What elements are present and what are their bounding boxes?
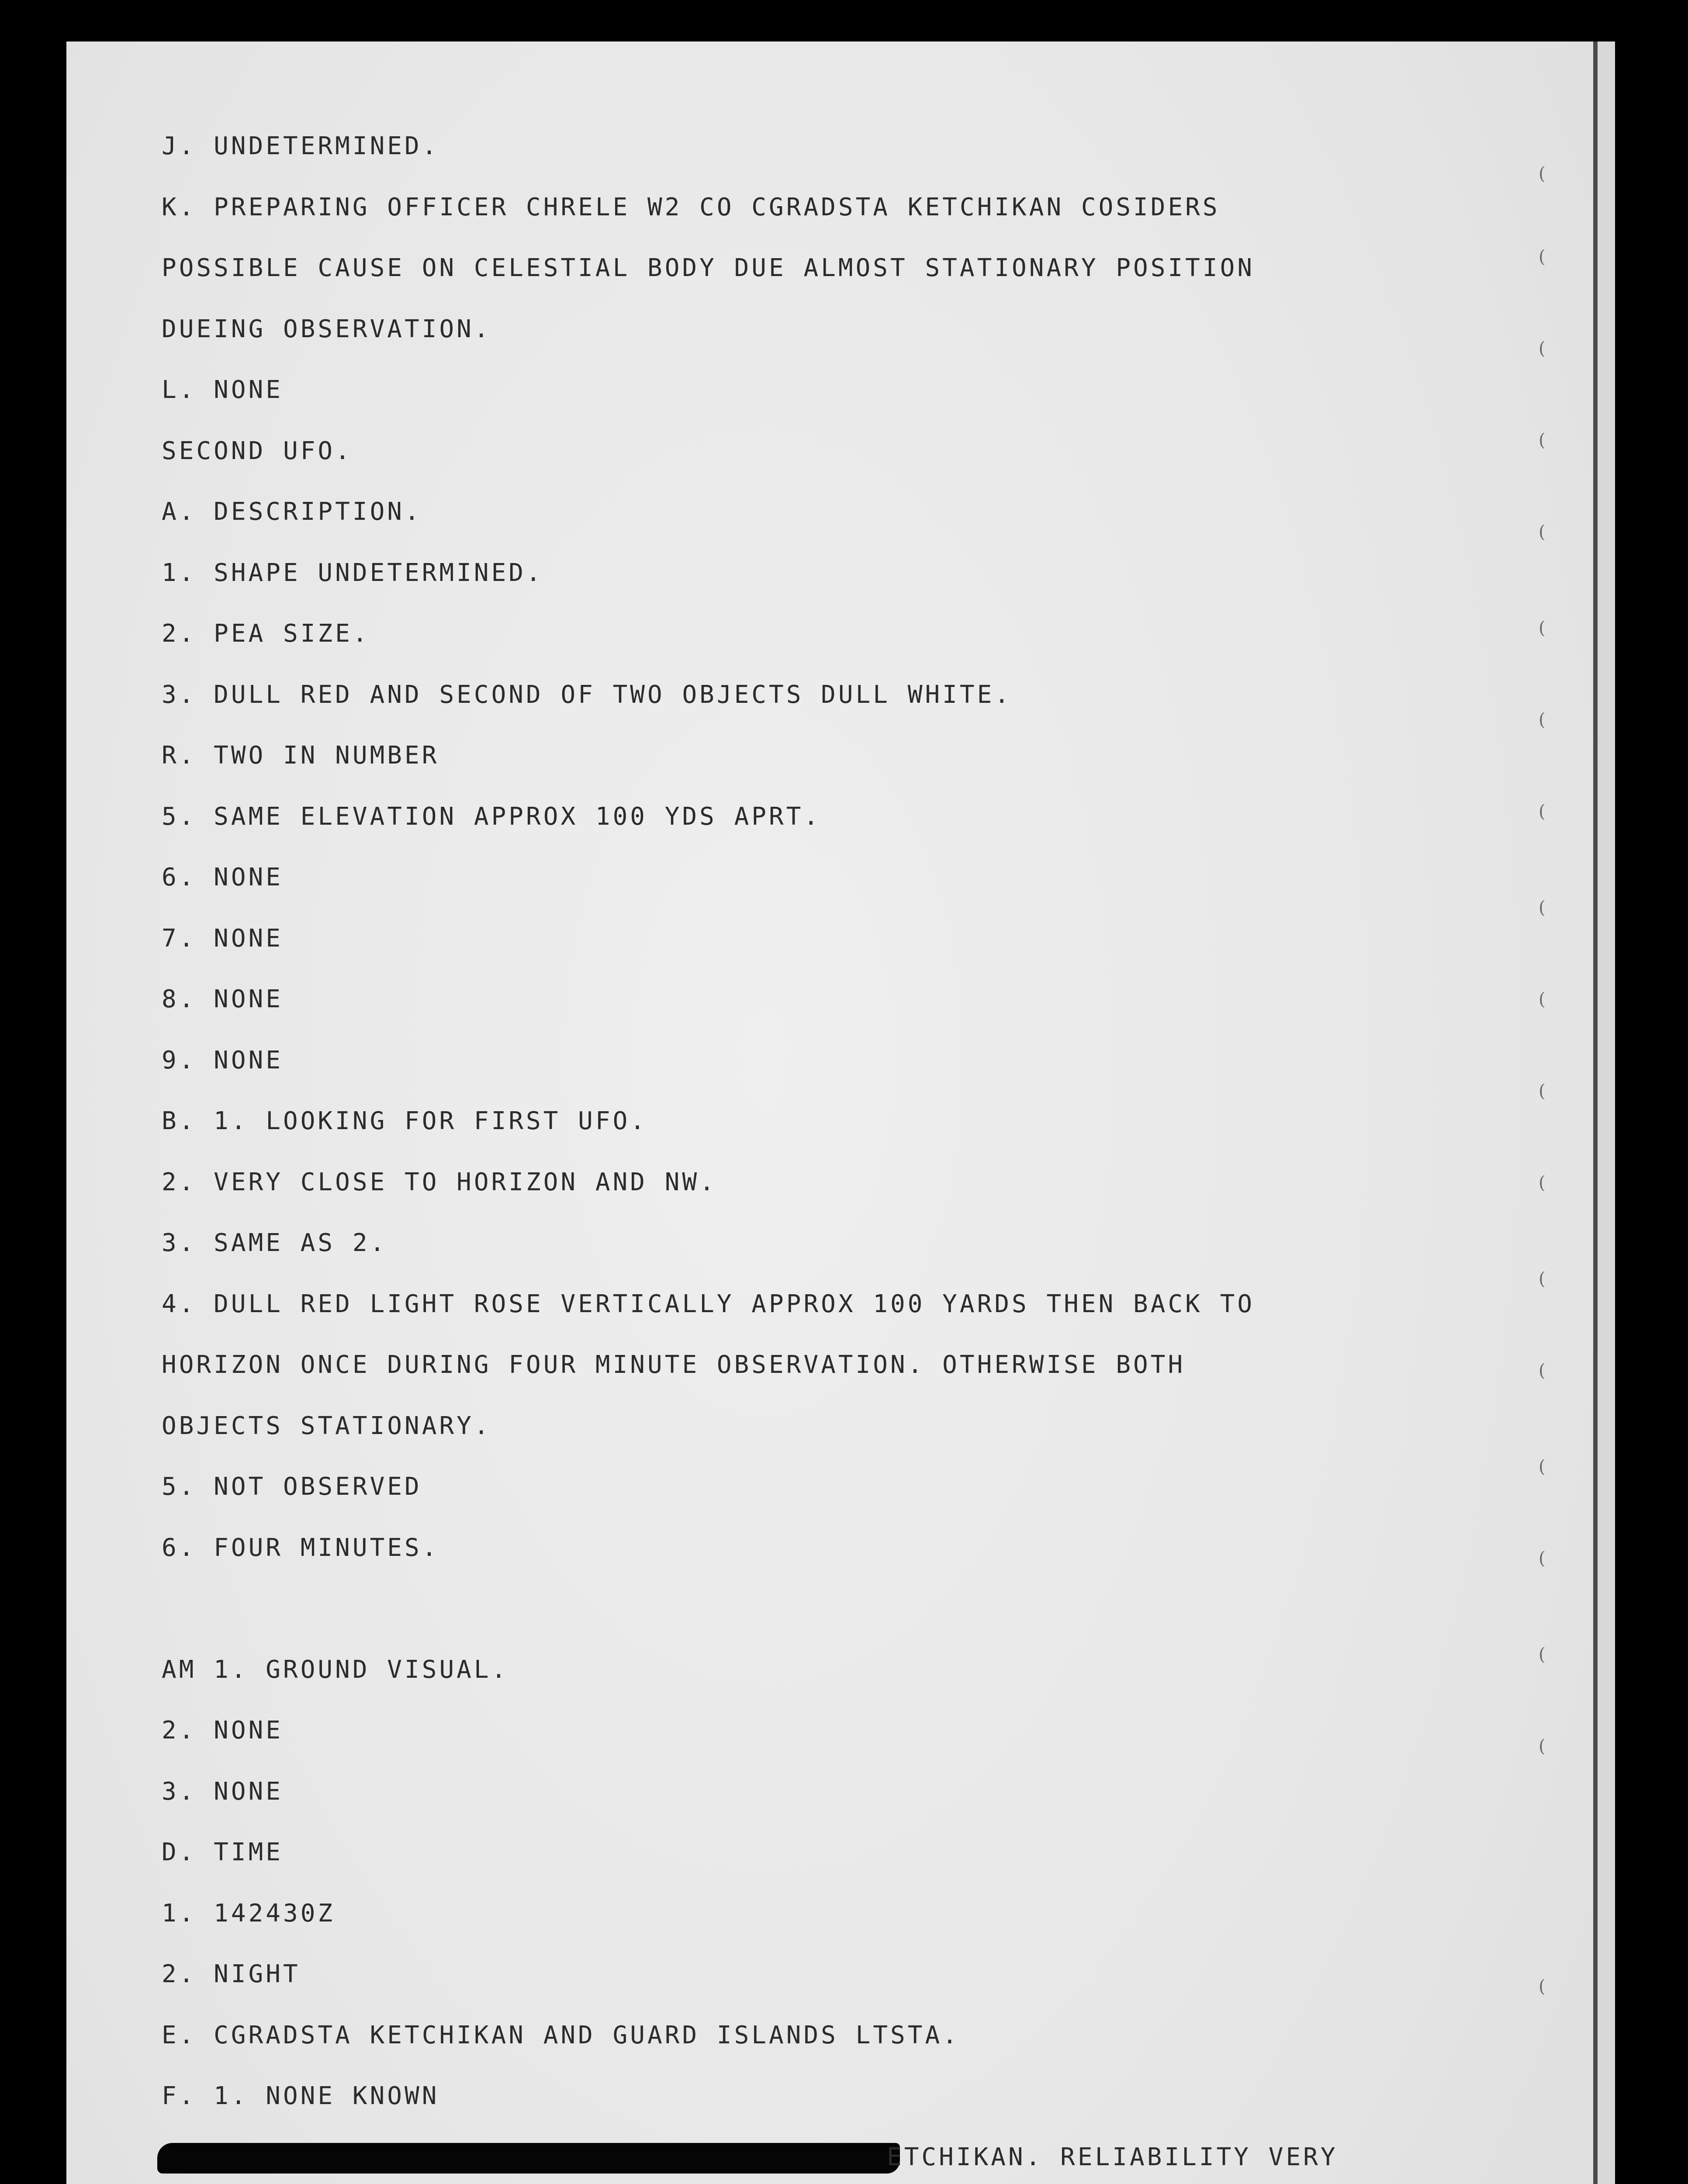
text-line: D. TIME [162, 1838, 284, 1866]
text-line: 3. SAME AS 2. [162, 1229, 387, 1257]
margin-mark: ( [1539, 430, 1546, 450]
text-line: 5. SAME ELEVATION APPROX 100 YDS APRT. [162, 802, 821, 831]
text-line: 4. DULL RED LIGHT ROSE VERTICALLY APPROX 100 YARDS THEN BACK TO [162, 1289, 1255, 1318]
text-line: 6. NONE [162, 863, 284, 892]
margin-mark: ( [1539, 989, 1546, 1009]
text-line: J. UNDETERMINED. [162, 132, 439, 160]
text-line: 1. 142430Z [162, 1899, 336, 1928]
text-line: R. TWO IN NUMBER [162, 741, 439, 770]
text-line: 2. NONE [162, 1716, 284, 1745]
text-line: OBJECTS STATIONARY. [162, 1411, 491, 1440]
margin-mark: ( [1539, 898, 1546, 918]
page-margin-strip [1598, 41, 1615, 2184]
margin-mark: ( [1539, 339, 1546, 359]
text-line: SECOND UFO. [162, 436, 353, 465]
margin-mark: ( [1539, 618, 1546, 638]
text-line: HORIZON ONCE DURING FOUR MINUTE OBSERVATION. OTHERWISE BOTH [162, 1351, 1186, 1379]
text-line: 2. NIGHT [162, 1960, 301, 1988]
text-line: F. 1. NONE KNOWN [162, 2082, 439, 2110]
text-line: B. 1. LOOKING FOR FIRST UFO. [162, 1107, 648, 1135]
text-line: 5. NOT OBSERVED [162, 1472, 422, 1501]
document-page [66, 41, 1615, 2184]
text-line: A. DESCRIPTION. [162, 498, 422, 526]
text-line: AM 1. GROUND VISUAL. [162, 1655, 509, 1684]
text-line: 2. VERY CLOSE TO HORIZON AND NW. [162, 1168, 717, 1196]
text-line: DUEING OBSERVATION. [162, 314, 491, 343]
redacted-line-tail: ETCHIKAN. RELIABILITY VERY [887, 2143, 1338, 2171]
margin-mark: ( [1539, 1081, 1546, 1101]
redacted-line [162, 2127, 1560, 2184]
text-line: E. CGRADSTA KETCHIKAN AND GUARD ISLANDS LTSTA. [162, 2021, 960, 2049]
text-line: K. PREPARING OFFICER CHRELE W2 CO CGRADSTA KETCHIKAN COSIDERS [162, 193, 1220, 221]
margin-mark: ( [1539, 1645, 1546, 1665]
text-line: 2. PEA SIZE. [162, 619, 370, 648]
text-line: 9. NONE [162, 1046, 284, 1075]
margin-mark: ( [1539, 164, 1546, 184]
page-edge-shadow [1593, 41, 1598, 2184]
margin-mark: ( [1539, 1361, 1546, 1381]
margin-mark: ( [1539, 1977, 1546, 1997]
text-line: 1. SHAPE UNDETERMINED. [162, 558, 543, 587]
margin-mark: ( [1539, 1457, 1546, 1477]
text-line: 3. DULL RED AND SECOND OF TWO OBJECTS DULL WHITE. [162, 680, 1012, 709]
margin-mark: ( [1539, 247, 1546, 267]
margin-mark: ( [1539, 802, 1546, 822]
redaction-bar [157, 2143, 900, 2174]
margin-mark: ( [1539, 1548, 1546, 1569]
margin-mark: ( [1539, 522, 1546, 542]
text-line: L. NONE [162, 376, 284, 404]
text-line: 7. NONE [162, 924, 284, 953]
text-line: 6. FOUR MINUTES. [162, 1533, 439, 1562]
margin-mark: ( [1539, 1736, 1546, 1756]
typed-report-text [162, 116, 1560, 2184]
text-line: 8. NONE [162, 985, 284, 1013]
blank-line [162, 1578, 1560, 1639]
text-line: 3. NONE [162, 1777, 284, 1806]
text-line: POSSIBLE CAUSE ON CELESTIAL BODY DUE ALMOST STATIONARY POSITION [162, 254, 1255, 282]
margin-mark: ( [1539, 1269, 1546, 1289]
margin-mark: ( [1539, 710, 1546, 730]
margin-mark: ( [1539, 1173, 1546, 1193]
